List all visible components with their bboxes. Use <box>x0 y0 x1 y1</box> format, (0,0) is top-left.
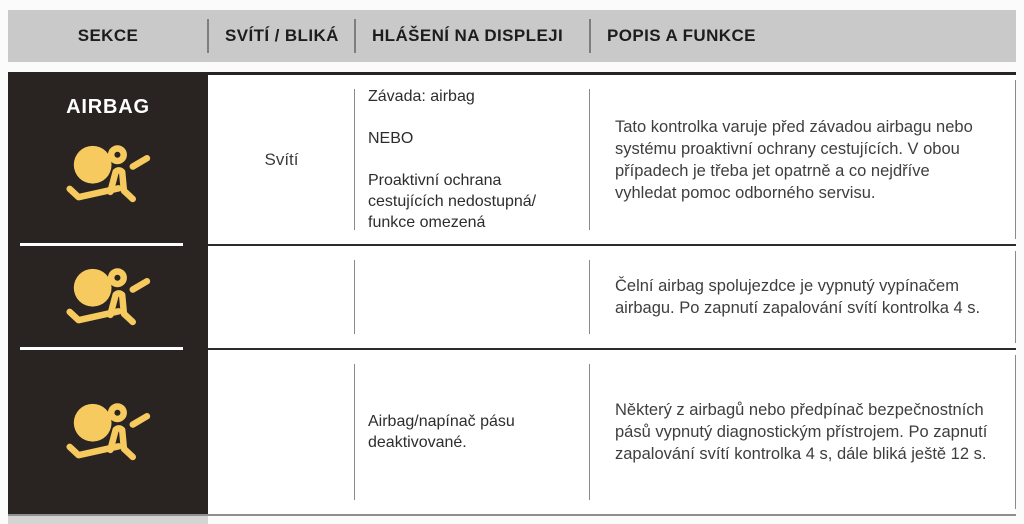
section-cell-airbag-off <box>8 244 208 348</box>
header-sviti-blika: SVÍTÍ / BLIKÁ <box>208 10 355 62</box>
warning-lights-table <box>8 10 1016 516</box>
display-message-line: Airbag/napínač pásu deaktivované. <box>368 413 515 451</box>
description-cell: Čelní airbag spolujezdce je vypnutý vypínačem airbagu. Po zapnutí zapalování svítí kontrolka 4 s. <box>590 244 1016 348</box>
airbag-warning-icon <box>60 139 156 207</box>
table-body <box>8 72 1016 516</box>
section-row-separator <box>20 347 183 350</box>
section-row-separator <box>20 243 183 246</box>
cropped-next-row-edge <box>8 516 208 524</box>
section-cell-airbag-deactivated <box>8 348 208 514</box>
header-hlaseni-na-displeji: HLÁŠENÍ NA DISPLEJI <box>355 10 590 62</box>
table-header-row <box>8 10 1016 62</box>
display-message-line: Závada: airbag <box>368 88 475 105</box>
status-cell: Svítí <box>264 149 299 169</box>
description-cell: Tato kontrolka varuje před závadou airbagu nebo systému proaktivní ochrany cestujících. V obou případech je třeba jet opatrně a co nejdříve vyhledat pomoc odborného servisu. <box>590 75 1016 244</box>
display-message-cell <box>355 244 590 348</box>
status-cell <box>208 244 355 348</box>
section-cell-airbag <box>8 75 208 244</box>
status-cell <box>208 348 355 514</box>
header-sekce: SEKCE <box>77 26 139 45</box>
section-title: AIRBAG <box>66 96 150 118</box>
display-message-cell <box>355 348 590 514</box>
airbag-warning-icon <box>60 397 156 465</box>
header-popis-a-funkce: POPIS A FUNKCE <box>590 10 1016 62</box>
airbag-warning-icon <box>60 262 156 330</box>
description-cell: Některý z airbagů nebo předpínač bezpečnostních pásů vypnutý diagnostickým přístrojem. Po zapnutí zapalování svítí kontrolka 4 s, dále bliká ještě 12 s. <box>590 348 1016 514</box>
display-message-line: NEBO <box>368 130 414 147</box>
display-message-cell <box>355 75 590 244</box>
display-message-line: Proaktivní ochrana cestujících nedostupná/ funkce omezená <box>368 172 537 231</box>
